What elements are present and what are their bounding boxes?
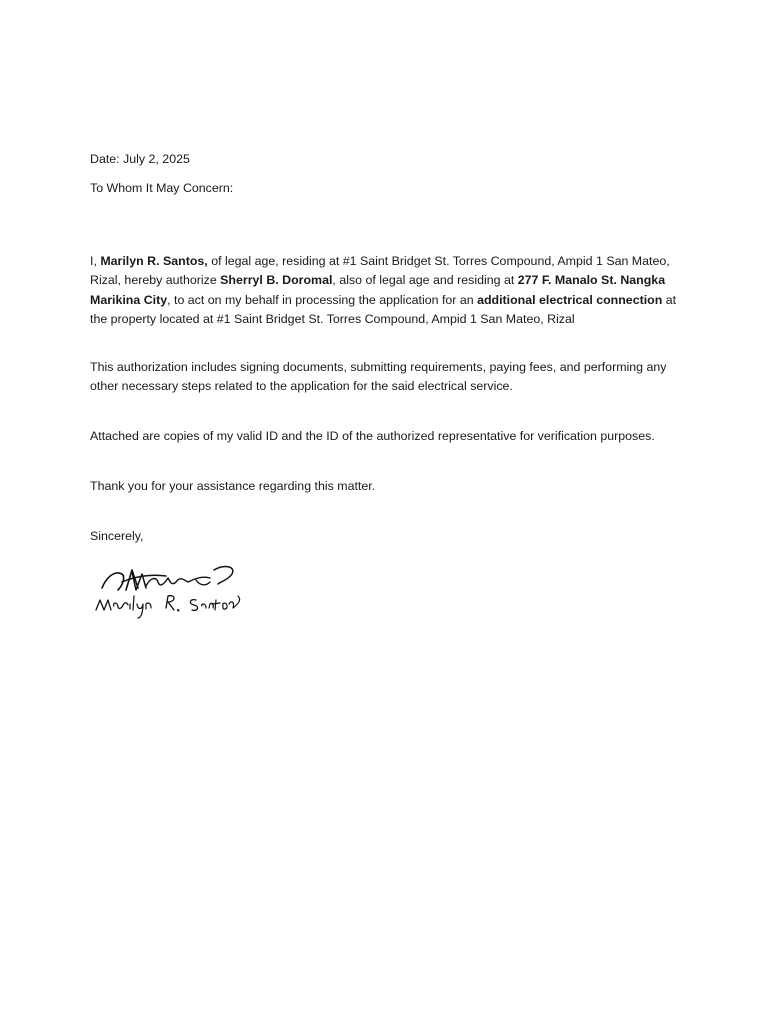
grantor-name: Marilyn R. Santos, (100, 254, 208, 268)
attachments-paragraph: Attached are copies of my valid ID and the ID of the authorized representative for verification purposes. (90, 429, 655, 443)
letter-date: Date: July 2, 2025 (90, 152, 190, 166)
representative-name: Sherryl B. Doromal (220, 273, 333, 288)
para1-text-2: of legal age, residing at #1 Saint Bridget St. Torres Compound, Ampid 1 San Mateo, Rizal, hereby authorize (90, 254, 670, 288)
representative-address: 277 F. Manalo St. Nangka Marikina City (90, 273, 666, 307)
authorization-paragraph (90, 252, 690, 329)
scope-paragraph: This authorization includes signing documents, submitting requirements, paying fees, and performing any other necessary steps related to the application for the said electrical service. (90, 360, 667, 394)
para1-text-4: , to act on my behalf in processing the application for an (167, 292, 478, 307)
authorization-purpose: additional electrical connection (477, 292, 663, 307)
letter-salutation: To Whom It May Concern: (90, 181, 234, 195)
para1-text-5: at the property located at #1 Saint Bridget St. Torres Compound, Ampid 1 San Mateo, Rizal (90, 292, 677, 326)
para1-text-3: , also of legal age and residing at (332, 273, 518, 288)
handwritten-signature (92, 560, 244, 622)
letter-closing: Sincerely, (90, 529, 144, 543)
thanks-paragraph: Thank you for your assistance regarding this matter. (90, 479, 376, 493)
para1-text-1: I, (90, 254, 101, 268)
